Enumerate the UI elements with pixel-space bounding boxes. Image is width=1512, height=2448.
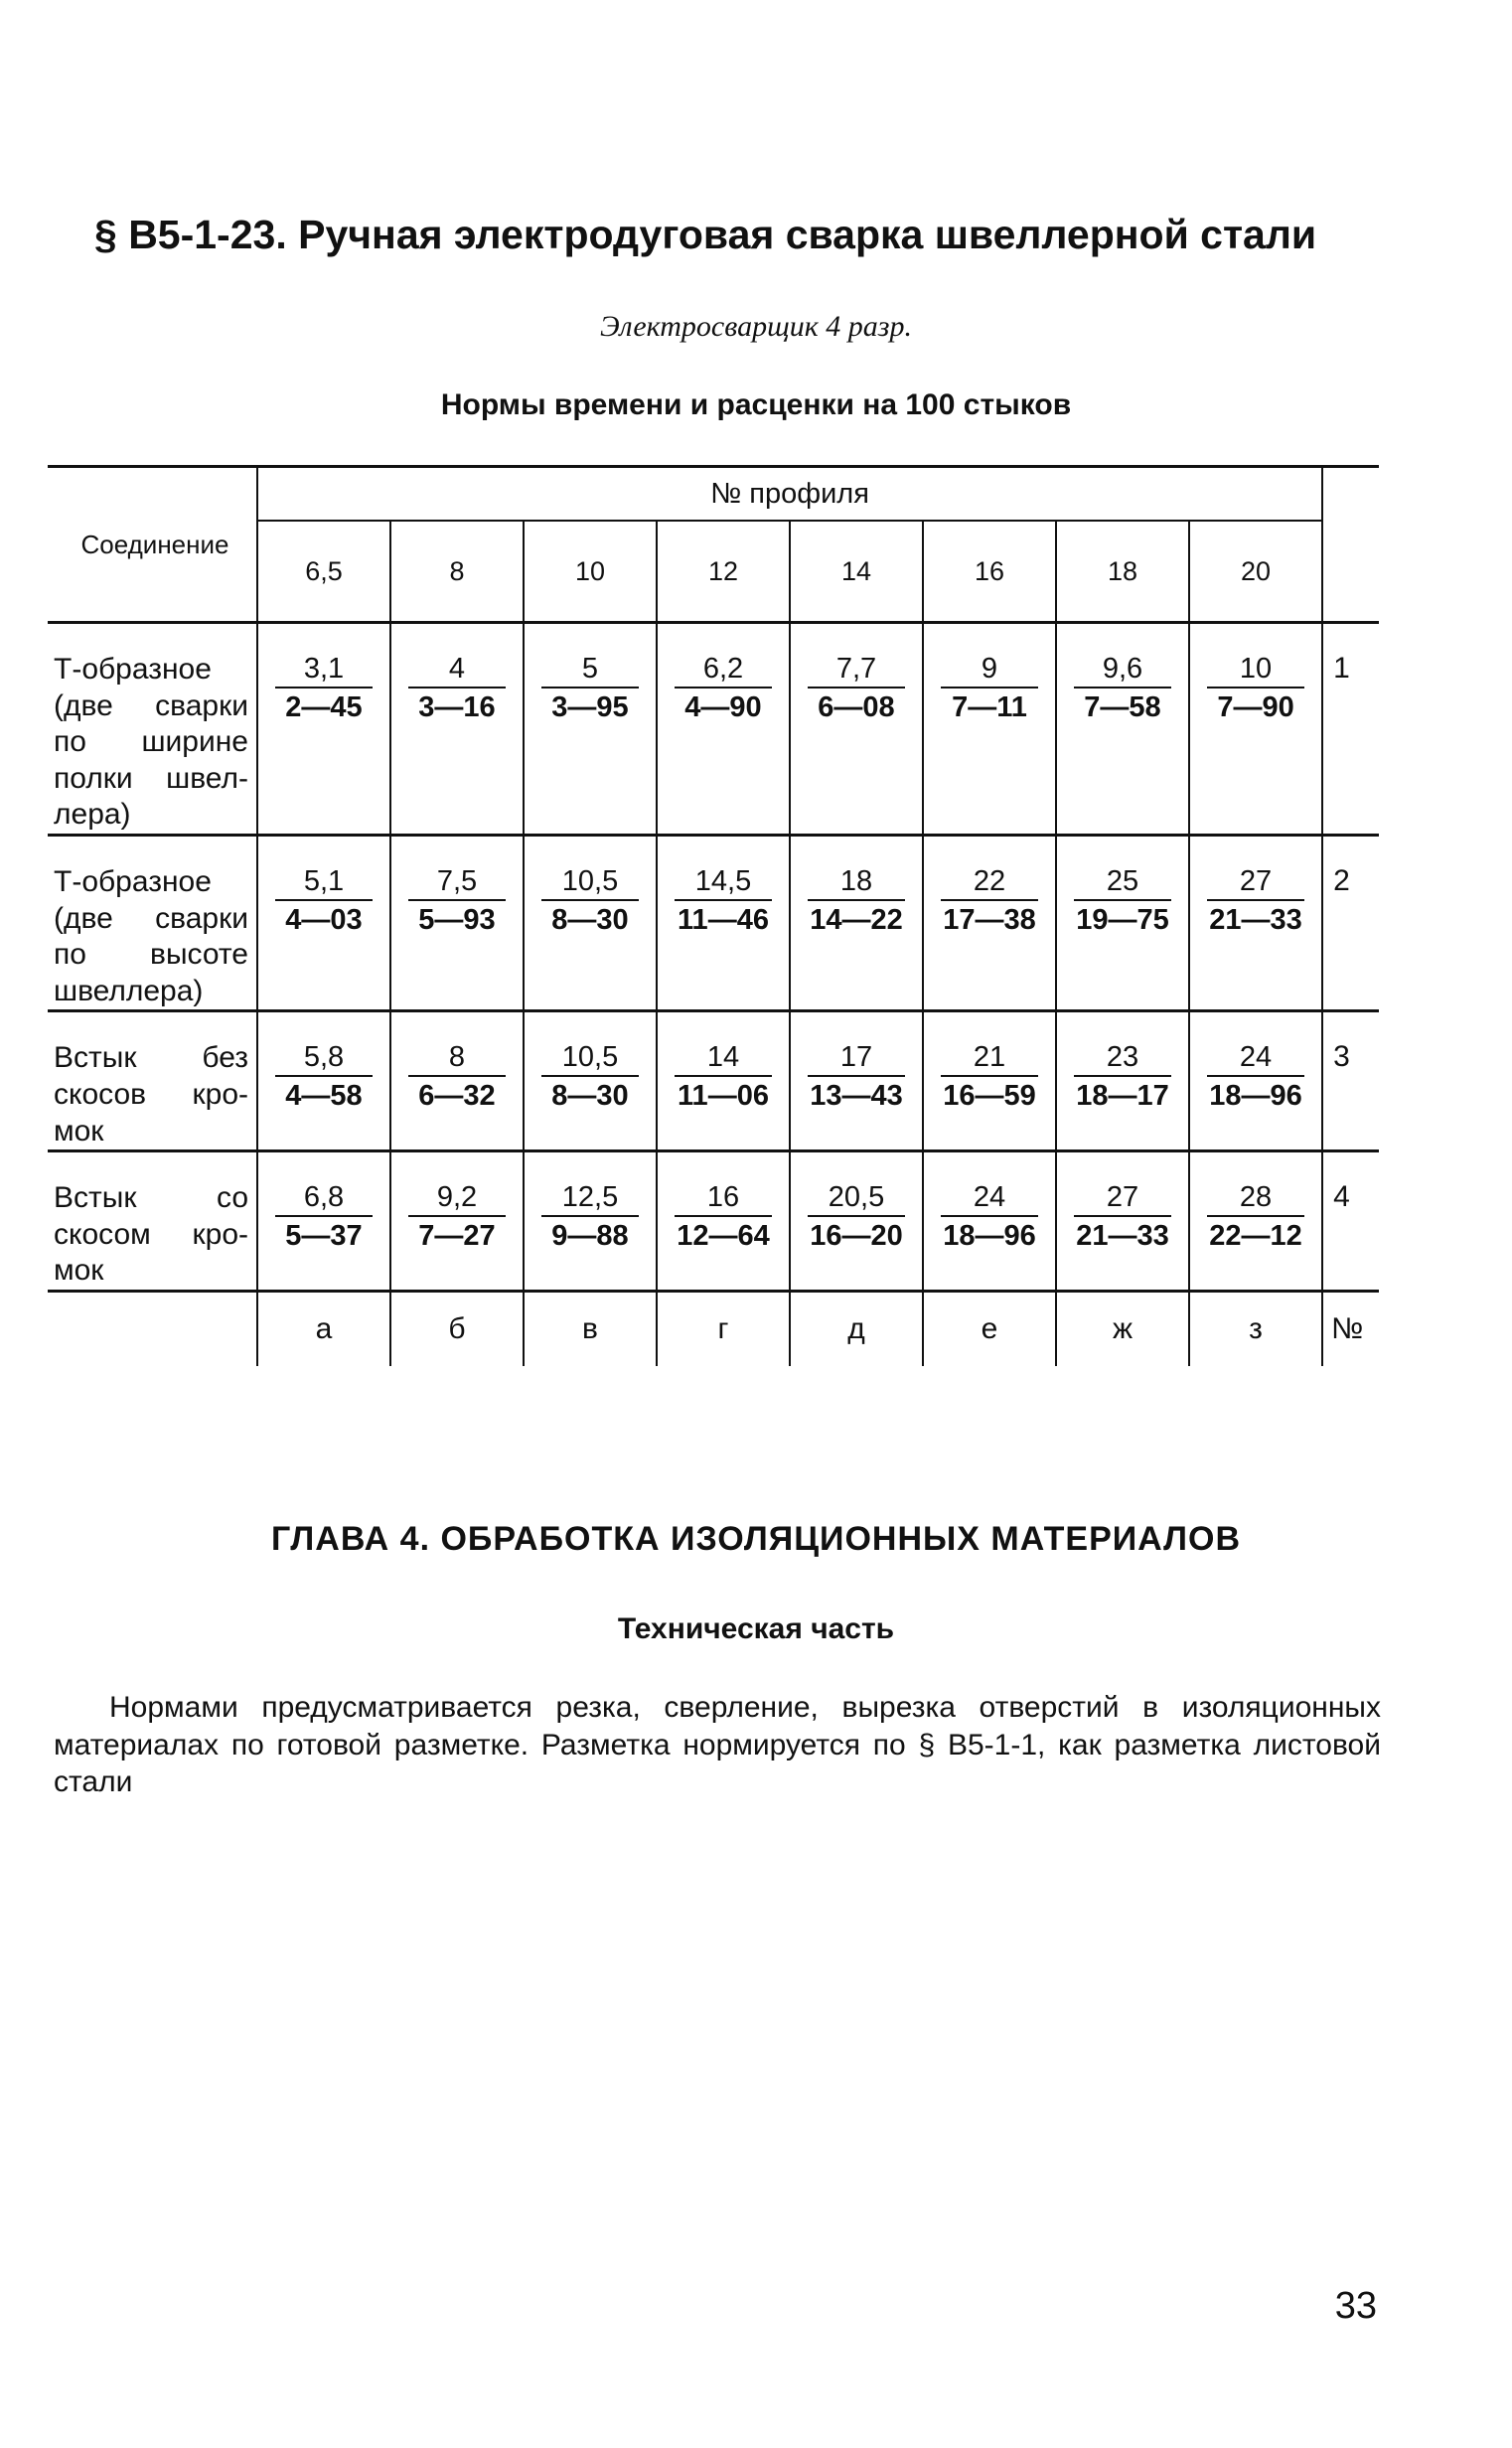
norm-fraction [1207, 1042, 1304, 1113]
norm-cell [257, 1011, 390, 1151]
norm-cell [1189, 1011, 1322, 1151]
body-paragraph [54, 1689, 1381, 1801]
price-rate: 16—59 [943, 1080, 1036, 1113]
norm-fraction [408, 1182, 506, 1253]
time-norm: 24 [941, 1182, 1038, 1217]
connection-type-line: по ширине [54, 725, 248, 759]
norm-fraction [1207, 1182, 1304, 1253]
profile-number: 8 [390, 521, 524, 623]
price-rate: 18—96 [943, 1220, 1036, 1253]
norm-fraction [941, 654, 1038, 724]
price-rate: 7—11 [952, 690, 1027, 723]
price-rate: 11—46 [678, 903, 769, 936]
price-rate: 5—37 [285, 1220, 363, 1253]
connection-type-line: Т-образное [54, 653, 212, 686]
norm-cell [790, 1011, 923, 1151]
price-rate: 6—08 [818, 690, 895, 723]
norm-fraction [675, 866, 772, 937]
norm-fraction [275, 1182, 373, 1253]
time-norm: 10,5 [541, 1042, 639, 1077]
norm-fraction [941, 1042, 1038, 1113]
profile-number: 6,5 [257, 521, 390, 623]
norm-cell [390, 1011, 524, 1151]
norm-fraction [675, 1042, 772, 1113]
time-norm: 4 [408, 654, 506, 688]
price-rate: 19—75 [1076, 903, 1169, 936]
worker-grade: Электросварщик 4 разр. [600, 310, 912, 343]
norm-cell [1056, 835, 1189, 1010]
time-norm: 7,7 [808, 654, 905, 688]
time-norm: 8 [408, 1042, 506, 1077]
row-number: 3 [1322, 1011, 1379, 1151]
profile-number: 20 [1189, 521, 1322, 623]
profile-header: № профиля [257, 467, 1322, 522]
column-letter: д [790, 1291, 923, 1366]
norm-cell [1056, 1011, 1189, 1151]
time-norm: 5,1 [275, 866, 373, 901]
price-rate: 3—95 [551, 690, 629, 723]
chapter-title: ГЛАВА 4. ОБРАБОТКА ИЗОЛЯЦИОННЫХ МАТЕРИАЛОВ [270, 1520, 1242, 1558]
connection-type-line: (две сварки [54, 688, 248, 722]
norm-fraction [808, 866, 905, 937]
table-row [48, 1011, 1379, 1151]
price-rate: 3—16 [418, 690, 496, 723]
time-norm: 3,1 [275, 654, 373, 688]
price-rate: 11—06 [678, 1080, 769, 1113]
norm-cell [390, 1151, 524, 1292]
time-norm: 12,5 [541, 1182, 639, 1217]
time-norm: 9,6 [1074, 654, 1171, 688]
row-number: 4 [1322, 1151, 1379, 1292]
price-rate: 4—58 [285, 1080, 363, 1113]
norm-fraction [408, 654, 506, 724]
column-letter: е [923, 1291, 1056, 1366]
row-number: 1 [1322, 623, 1379, 836]
connection-type-line: скосов кро- [54, 1077, 248, 1111]
norm-fraction [275, 866, 373, 937]
price-rate: 8—30 [551, 1080, 629, 1113]
norm-fraction [541, 1182, 639, 1253]
time-norm: 16 [675, 1182, 772, 1217]
norm-fraction [541, 1042, 639, 1113]
section-title: § В5-1-23. Ручная электродуговая сварка швеллерной стали [94, 212, 1317, 257]
paragraph-text: Нормами предусматривается резка, сверление, вырезка отверстий в изоляционных материалах по готовой разметке. Разметка нормируется по § В5-1-1, как разметка листовой стали [54, 1691, 1381, 1798]
norm-cell [524, 835, 657, 1010]
time-norm: 27 [1207, 866, 1304, 901]
column-letter: з [1189, 1291, 1322, 1366]
connection-header: Соединение [48, 467, 257, 623]
column-letter: г [657, 1291, 790, 1366]
norm-fraction [1207, 866, 1304, 937]
norm-cell [790, 1151, 923, 1292]
price-rate: 13—43 [810, 1080, 903, 1113]
time-norm: 21 [941, 1042, 1038, 1077]
table-row [48, 835, 1379, 1010]
connection-type-line: мок [54, 1254, 104, 1288]
price-rate: 7—27 [418, 1220, 496, 1253]
norm-cell [923, 1011, 1056, 1151]
column-letter: в [524, 1291, 657, 1366]
table-row [48, 623, 1379, 836]
norm-fraction [941, 866, 1038, 937]
time-norm: 10,5 [541, 866, 639, 901]
connection-type [48, 1011, 257, 1151]
norm-fraction [541, 866, 639, 937]
norm-fraction [808, 654, 905, 724]
time-norm: 10 [1207, 654, 1304, 688]
norm-fraction [675, 654, 772, 724]
norm-cell [657, 623, 790, 836]
number-label: № [1322, 1291, 1379, 1366]
time-norm: 6,8 [275, 1182, 373, 1217]
price-rate: 18—17 [1076, 1080, 1169, 1113]
norm-cell [1056, 1151, 1189, 1292]
price-rate: 7—58 [1084, 690, 1161, 723]
profile-number: 18 [1056, 521, 1189, 623]
table-row [48, 1151, 1379, 1292]
norm-fraction [675, 1182, 772, 1253]
norm-cell [923, 1151, 1056, 1292]
connection-type [48, 835, 257, 1010]
connection-type-line: Встык со [54, 1181, 248, 1215]
section-heading: Техническая часть [617, 1612, 895, 1645]
norm-cell [257, 623, 390, 836]
norm-fraction [408, 866, 506, 937]
norm-cell [790, 835, 923, 1010]
column-letters-row [48, 1291, 1379, 1366]
norm-cell [1056, 623, 1189, 836]
norm-fraction [1074, 1182, 1171, 1253]
connection-type-line: мок [54, 1114, 104, 1148]
norm-cell [257, 835, 390, 1010]
norm-fraction [275, 1042, 373, 1113]
price-rate: 5—93 [418, 903, 496, 936]
norm-fraction [1074, 654, 1171, 724]
connection-type-line: полки швел- [54, 761, 248, 795]
norms-table [48, 465, 1379, 1366]
price-rate: 9—88 [551, 1220, 629, 1253]
connection-type-line: Встык без [54, 1041, 248, 1075]
profile-number: 16 [923, 521, 1056, 623]
time-norm: 14,5 [675, 866, 772, 901]
norm-cell [1189, 1151, 1322, 1292]
norm-cell [923, 623, 1056, 836]
connection-type [48, 1151, 257, 1292]
norm-cell [657, 1011, 790, 1151]
header-row [48, 467, 1379, 522]
connection-type-line: Т-образное [54, 864, 212, 898]
time-norm: 14 [675, 1042, 772, 1077]
norm-cell [923, 835, 1056, 1010]
connection-type-line: скосом кро- [54, 1217, 248, 1251]
time-norm: 18 [808, 866, 905, 901]
time-norm: 24 [1207, 1042, 1304, 1077]
price-rate: 12—64 [677, 1220, 770, 1253]
price-rate: 6—32 [418, 1080, 496, 1113]
price-rate: 14—22 [810, 903, 903, 936]
header-spacer [1322, 467, 1379, 623]
norm-cell [390, 835, 524, 1010]
price-rate: 8—30 [551, 903, 629, 936]
norm-cell [790, 623, 923, 836]
norm-cell [524, 1011, 657, 1151]
price-rate: 21—33 [1209, 903, 1302, 936]
column-letter: а [257, 1291, 390, 1366]
price-rate: 2—45 [285, 690, 363, 723]
table-caption: Нормы времени и расценки на 100 стыков [440, 388, 1072, 421]
connection-type-line: лера) [54, 798, 131, 832]
price-rate: 7—90 [1217, 690, 1294, 723]
time-norm: 17 [808, 1042, 905, 1077]
profile-number: 14 [790, 521, 923, 623]
norm-cell [657, 1151, 790, 1292]
profile-number: 12 [657, 521, 790, 623]
column-letter: б [390, 1291, 524, 1366]
norm-fraction [541, 654, 639, 724]
norm-fraction [1207, 654, 1304, 724]
norm-cell [657, 835, 790, 1010]
norm-cell [1189, 835, 1322, 1010]
connection-type-line: по высоте [54, 938, 248, 972]
time-norm: 27 [1074, 1182, 1171, 1217]
column-letter: ж [1056, 1291, 1189, 1366]
price-rate: 17—38 [943, 903, 1036, 936]
profile-number: 10 [524, 521, 657, 623]
norm-fraction [408, 1042, 506, 1113]
time-norm: 5,8 [275, 1042, 373, 1077]
connection-type-line: швеллера) [54, 974, 204, 1007]
time-norm: 20,5 [808, 1182, 905, 1217]
norm-fraction [1074, 1042, 1171, 1113]
norm-cell [524, 1151, 657, 1292]
row-number: 2 [1322, 835, 1379, 1010]
price-rate: 18—96 [1209, 1080, 1302, 1113]
time-norm: 9,2 [408, 1182, 506, 1217]
norm-fraction [941, 1182, 1038, 1253]
norm-fraction [808, 1042, 905, 1113]
connection-type-line: (две сварки [54, 901, 248, 935]
price-rate: 16—20 [810, 1220, 903, 1253]
time-norm: 7,5 [408, 866, 506, 901]
price-rate: 21—33 [1076, 1220, 1169, 1253]
time-norm: 6,2 [675, 654, 772, 688]
norm-fraction [1074, 866, 1171, 937]
norm-cell [1189, 623, 1322, 836]
time-norm: 25 [1074, 866, 1171, 901]
norm-fraction [275, 654, 373, 724]
norm-cell [390, 623, 524, 836]
norm-fraction [808, 1182, 905, 1253]
price-rate: 4—90 [684, 690, 762, 723]
footer-spacer [48, 1291, 257, 1366]
price-rate: 4—03 [285, 903, 363, 936]
norm-cell [257, 1151, 390, 1292]
time-norm: 23 [1074, 1042, 1171, 1077]
time-norm: 28 [1207, 1182, 1304, 1217]
connection-type [48, 623, 257, 836]
time-norm: 9 [941, 654, 1038, 688]
price-rate: 22—12 [1209, 1220, 1302, 1253]
time-norm: 5 [541, 654, 639, 688]
time-norm: 22 [941, 866, 1038, 901]
norm-cell [524, 623, 657, 836]
page-number: 33 [1334, 2285, 1377, 2327]
